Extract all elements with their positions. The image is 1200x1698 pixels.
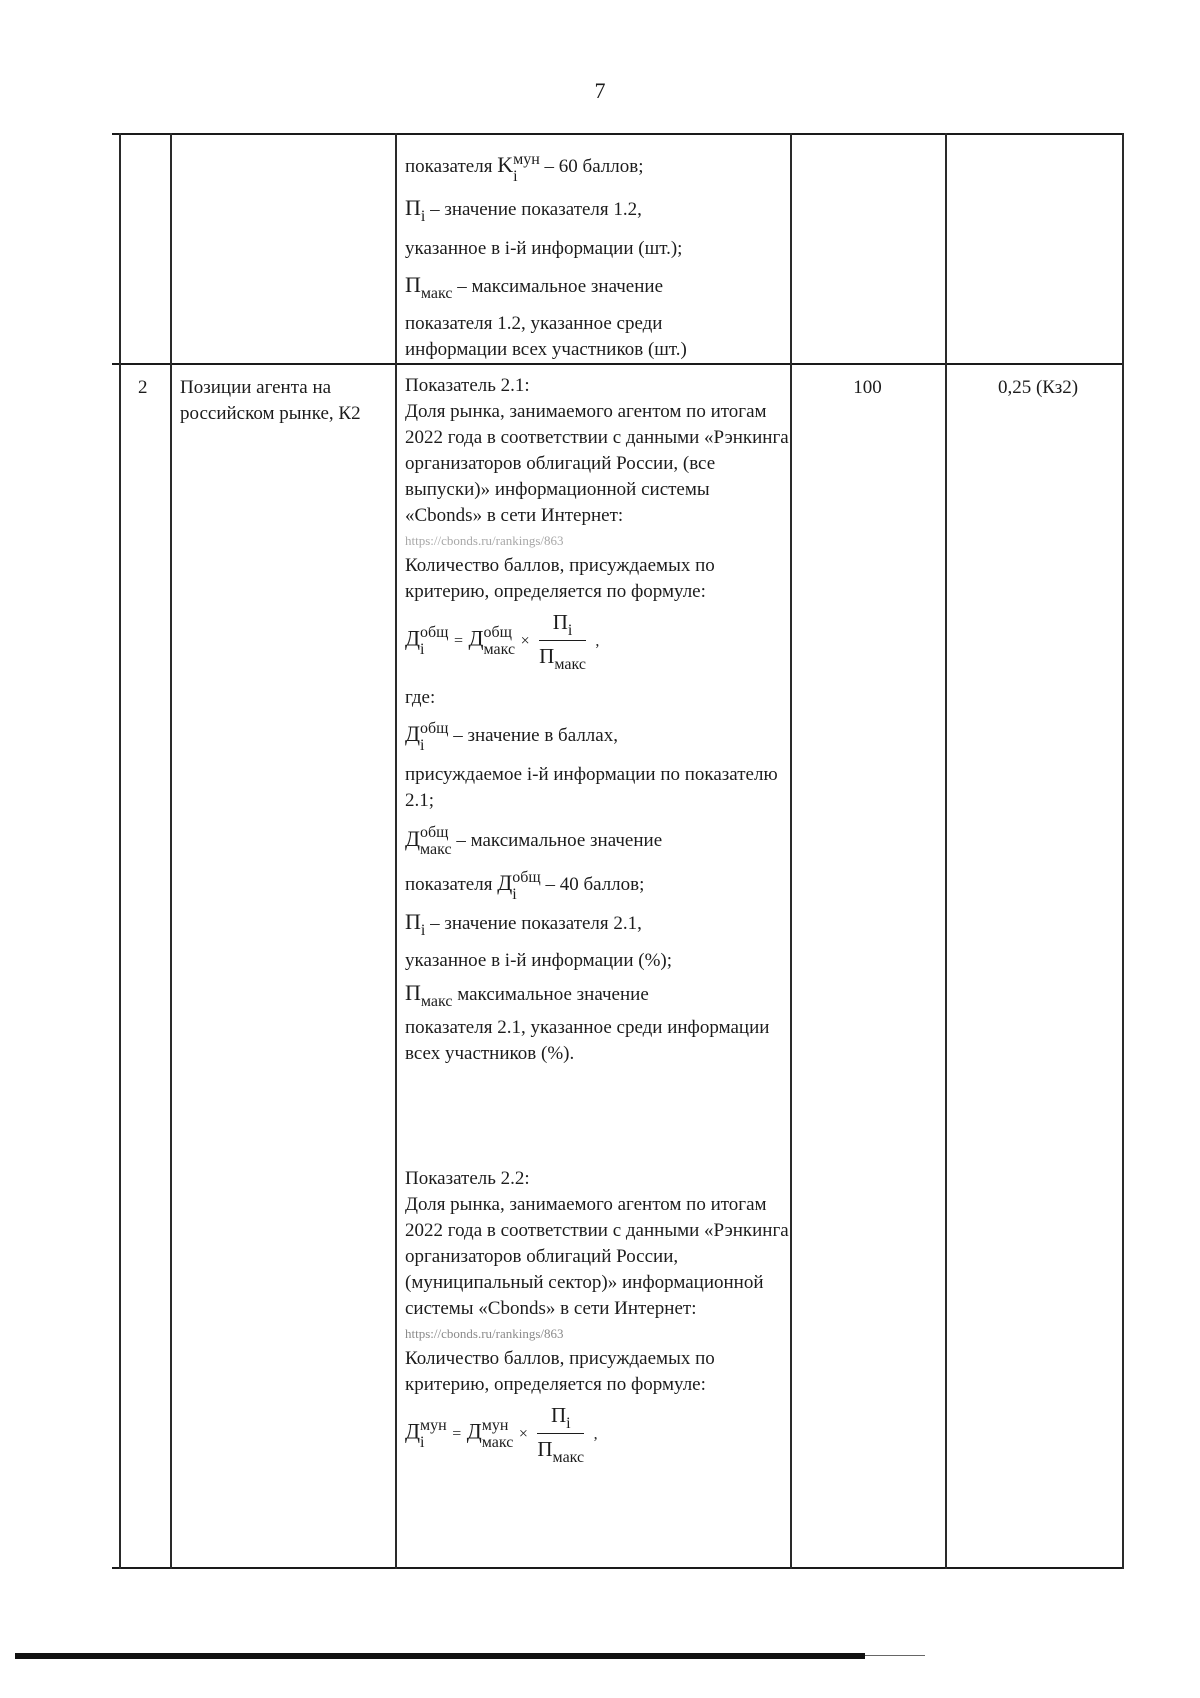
symbol-p: П — [552, 610, 568, 634]
text: показателя 2.1, указанное среди информации всех участников (%). — [405, 1016, 770, 1064]
text: – значение в баллах, — [453, 725, 618, 746]
source-url: https://cbonds.ru/rankings/863 — [405, 533, 564, 548]
subscript: i — [420, 207, 426, 225]
text: присуждаемое i-й информации по показателю 2.1; — [405, 763, 778, 811]
col-border-5 — [1122, 133, 1124, 1569]
indicator-body: Доля рынка, занимаемого агентом по итогам 2022 года в соответствии с данными «Рэнкинга организаторов облигаций России, (все выпуски)» информационной системы «Cbonds» в сети Интернет: — [405, 401, 789, 526]
subscript: i — [513, 167, 518, 185]
superscript: общ — [420, 719, 449, 737]
row2-weight: 0,25 (Кз2) — [997, 377, 1079, 398]
superscript: общ — [420, 824, 449, 842]
equals-sign: = — [453, 632, 464, 650]
formula-2 — [405, 1402, 790, 1472]
fraction — [537, 1402, 584, 1465]
def-p-i — [405, 909, 790, 938]
indicator-title: Показатель 2.2: — [405, 1168, 530, 1189]
text: – значение показателя 1.2, — [430, 198, 642, 220]
indicator-title: Показатель 2.1: — [405, 375, 530, 396]
index-stack — [420, 824, 452, 858]
formula-intro: Количество баллов, присуждаемых по критерию, определяется по формуле: — [405, 555, 715, 602]
subscript: макс — [420, 841, 452, 859]
row2-number: 2 — [138, 377, 148, 398]
row2-criterion: Позиции агента на российском рынке, К2 — [180, 377, 361, 424]
col-border-0 — [119, 133, 121, 1569]
text: показателя — [405, 156, 493, 177]
subscript: макс — [483, 640, 516, 658]
index-stack — [484, 624, 516, 658]
subscript: макс — [552, 1449, 585, 1466]
numerator — [539, 609, 586, 641]
comma: , — [595, 632, 600, 650]
index-stack — [513, 151, 540, 185]
text: – значение показателя 2.1, — [430, 912, 642, 934]
def-d-i — [405, 717, 790, 754]
scan-bottom-rule-thin — [865, 1655, 925, 1656]
col-border-4 — [945, 133, 947, 1569]
table-top-border — [112, 133, 1122, 135]
superscript: общ — [483, 623, 512, 641]
row1-description — [405, 148, 790, 363]
index-stack — [482, 1417, 514, 1451]
row1-pi — [405, 195, 790, 224]
symbol-d: Д — [405, 1418, 421, 1444]
subscript: макс — [554, 656, 586, 673]
text: – 60 баллов; — [544, 156, 644, 177]
where-label: где: — [405, 687, 436, 708]
subscript: i — [566, 1415, 571, 1432]
row1-line1 — [405, 148, 790, 185]
def-p-max — [405, 980, 790, 1009]
text: максимальное значение — [457, 983, 649, 1005]
index-stack — [420, 624, 448, 658]
col-border-2 — [395, 133, 397, 1569]
subscript: i — [420, 736, 425, 754]
text: – 40 баллов; — [545, 874, 645, 896]
row2-points: 100 — [853, 377, 882, 398]
subscript: i — [420, 921, 426, 939]
symbol-p: П — [550, 1403, 567, 1427]
symbol-d: Д — [466, 1418, 482, 1444]
symbol-p: П — [405, 908, 421, 934]
text: – максимальное значение — [456, 829, 663, 851]
comma: , — [593, 1425, 598, 1443]
def-d-max — [405, 822, 790, 859]
table-bottom-border — [112, 1567, 1124, 1569]
denominator — [539, 641, 586, 672]
def-d-max-2 — [405, 866, 790, 903]
symbol-p: П — [405, 979, 421, 1005]
subscript: i — [567, 622, 573, 639]
symbol-d: Д — [405, 625, 421, 651]
superscript: мун — [481, 1416, 509, 1434]
superscript: общ — [420, 623, 449, 641]
symbol-k: K — [497, 152, 514, 177]
times-sign: × — [520, 632, 530, 650]
superscript: мун — [420, 1416, 447, 1434]
indicator-body: Доля рынка, занимаемого агентом по итогам 2022 года в соответствии с данными «Рэнкинга организаторов облигаций России, (муниципальный сектор)» информационной системы «Cbonds» в сети Интернет: — [405, 1194, 789, 1319]
indicator-2-2 — [405, 1166, 790, 1472]
subscript: i — [420, 1433, 425, 1451]
subscript: макс — [420, 284, 453, 302]
text: указанное в i-й информации (%); — [405, 949, 673, 971]
index-stack — [420, 720, 448, 754]
subscript: i — [512, 885, 517, 903]
text: указанное в i-й информации (шт.); — [405, 237, 683, 259]
text: информации всех участников (шт.) — [405, 338, 687, 360]
symbol-d: Д — [405, 825, 421, 851]
equals-sign: = — [452, 1425, 462, 1443]
index-stack — [512, 869, 540, 903]
symbol-d: Д — [497, 870, 513, 896]
denominator — [537, 1434, 584, 1465]
scan-bottom-rule — [15, 1653, 865, 1659]
subscript: макс — [420, 992, 453, 1010]
row-separator — [112, 363, 1122, 365]
subscript: макс — [481, 1433, 514, 1451]
text: показателя — [405, 874, 493, 896]
superscript: общ — [512, 868, 541, 886]
symbol-d: Д — [405, 721, 421, 746]
page-number: 7 — [594, 78, 606, 103]
text: показателя 1.2, указанное среди — [405, 312, 663, 334]
fraction — [539, 609, 586, 672]
subscript: i — [420, 640, 425, 658]
numerator — [537, 1402, 584, 1434]
formula-intro: Количество баллов, присуждаемых по критерию, определяется по формуле: — [405, 1348, 715, 1395]
symbol-p: П — [405, 271, 421, 297]
col-border-3 — [790, 133, 792, 1569]
symbol-d: Д — [468, 625, 484, 651]
symbol-p: П — [537, 1437, 553, 1461]
symbol-p: П — [405, 194, 421, 220]
symbol-p: П — [539, 644, 555, 668]
text: – максимальное значение — [457, 275, 663, 297]
formula-1 — [405, 609, 790, 683]
source-url: https://cbonds.ru/rankings/863 — [405, 1326, 564, 1341]
times-sign: × — [518, 1425, 528, 1443]
index-stack — [420, 1417, 447, 1451]
col-border-1 — [170, 133, 172, 1569]
row1-pmax — [405, 272, 790, 301]
superscript: мун — [513, 150, 540, 168]
indicator-2-1 — [405, 373, 790, 1067]
